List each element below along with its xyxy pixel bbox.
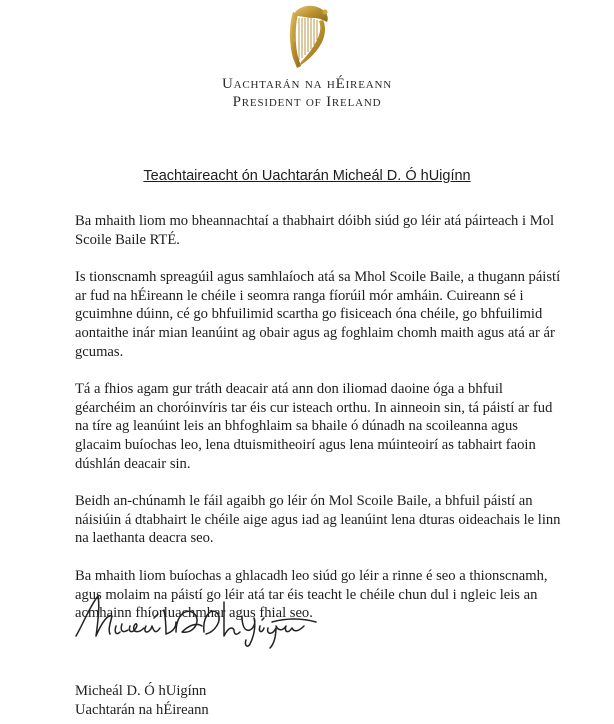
office-line-irish: Uachtarán na hÉireann — [222, 76, 392, 92]
signature-image — [72, 592, 322, 654]
office-heading — [0, 75, 614, 111]
paragraph-1: Ba mhaith liom mo bheannachtaí a thabhairt dóibh siúd go léir atá páirteach i Mol Scoile Baile RTÉ. — [75, 213, 555, 248]
paragraph-2: Is tionscnamh spreagúil agus samhlaíoch atá sa Mhol Scoile Baile, a thugann páistí ar fud na hÉireann le chéile i seomra ranga fíorúil mór amháin. Cuireann sé i gcuimhne dúinn, cé go bhfuilimid scartha go fisiceach óna chéile, go bhfuilimid aontaithe inár mian leanúint ag obair agus ag foghlaim chomh maith agus atá ar ár gcumas. — [75, 269, 561, 360]
signatory-role: Uachtarán na hÉireann — [75, 701, 209, 718]
office-line-english: President of Ireland — [232, 94, 382, 110]
paragraph-4: Beidh an-chúnamh le fáil agaibh go léir ón Mol Scoile Baile, a bhfuil páistí an náisiúin á dtabhairt le chéile aige agus iad ag leanúint lena dturas oideachais le linn na laethanta deacra seo. — [75, 493, 561, 547]
closing-block — [75, 682, 209, 719]
harp-icon — [279, 2, 335, 72]
letter-title: Teachtaireacht ón Uachtarán Micheál D. Ó hUigínn — [143, 168, 471, 184]
paragraph-3: Tá a fhios agam gur tráth deacair atá ann don iliomad daoine óga a bhfuil géarchéim an choróinvíris tar éis cur isteach orthu. In ainneoin sin, tá páistí ar fud na tíre ag leanúint leis an bhfoghlaim sa bhaile ó dúnadh na scoileanna agus glacaim buíochas leo, lena dtuismitheoirí agus lena múinteoirí as tabhairt faoin dúshlán deacair sin. — [75, 381, 553, 472]
letter-body — [75, 212, 565, 642]
signatory-name: Micheál D. Ó hUigínn — [75, 683, 207, 699]
paragraph-5: Ba mhaith liom buíochas a ghlacadh leo siúd go léir a rinne é seo a thionscnamh, agus molaim na páistí go léir atá tar éis teacht le chéile chun dul i ngleic leis an acmhainn fhíorluachmhar agus fhial seo. — [75, 567, 548, 622]
